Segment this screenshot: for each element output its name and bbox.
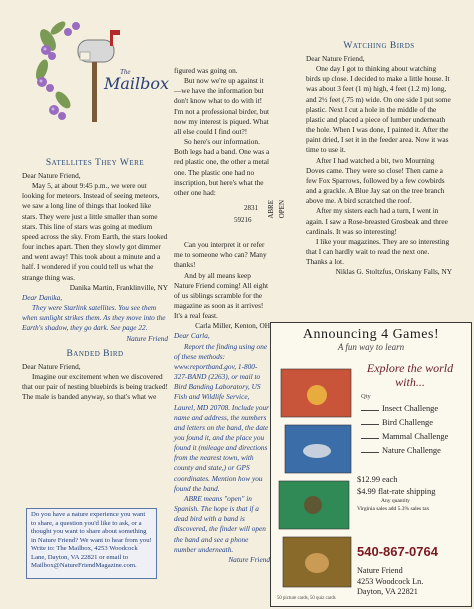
game-cards-image (277, 365, 355, 593)
watching-signature: Niklas G. Stoltzfus, Oriskany Falls, NY (335, 267, 452, 277)
left-column (22, 157, 168, 402)
games-ad (270, 322, 472, 607)
mailbox-logo (28, 10, 170, 130)
band-word-open: OPEN (278, 200, 286, 219)
satellites-reply-greeting: Dear Danika, (22, 292, 63, 302)
ad-subtitle: A fun way to learn (337, 342, 405, 352)
band-word-abre: ABRE (267, 200, 275, 219)
ad-any-qty: Any quantity (381, 498, 410, 504)
watching-heading: Watching Birds (343, 41, 415, 51)
middle-p4: Can you interpret it or refer me to someone who can? Many thanks! (174, 240, 267, 270)
satellites-heading: Satellites They Were (45, 158, 145, 168)
qty-line[interactable] (361, 431, 379, 439)
ad-price: $12.99 each (357, 475, 398, 484)
ad-caption: 50 picture cards, 50 quiz cards (277, 596, 336, 601)
ad-phone[interactable]: 540-867-0764 (357, 544, 438, 559)
game-option-insect[interactable] (361, 403, 438, 413)
qty-line[interactable] (361, 445, 379, 453)
satellites-reply: They were Starlink satellites. You see them when sunlight strikes them. As they move into the Earth's shadow, they go dark. See page 22. (22, 303, 166, 333)
middle-p5: And by all means keep Nature Friend coming! All eight of us siblings scramble for the magazine as soon as it arrives! It's a real feast. (174, 270, 269, 321)
qty-line[interactable] (361, 403, 379, 411)
ad-explore-line2: with... (395, 375, 425, 389)
ad-qty-label: Qty (361, 393, 371, 400)
middle-p2: But now we're up against it—we have the information but don't know what to do with it! I'm not a professional birder, but now my interest is piqued. What all else could I find out?! (174, 76, 270, 136)
game-option-nature[interactable] (361, 445, 441, 455)
watching-p4: I like your magazines. They are so interesting that I can hardly wait to read the next one. Thanks a lot. (306, 236, 450, 267)
middle-reply-signature: Nature Friend (228, 554, 270, 564)
watching-p3: After my sisters each had a turn, I went in again. I saw a Rose-breasted Grosbeak and three cardinals. It was so interesting! (306, 206, 448, 236)
watching-greeting: Dear Nature Friend, (306, 54, 365, 63)
middle-p1: figured was going on. (174, 66, 238, 75)
band-number-1: 2831 (244, 204, 258, 213)
band-inscription (174, 198, 286, 240)
write-to-us-box (26, 508, 157, 579)
ad-address (357, 566, 423, 598)
write-to-us-text: Do you have a nature experience you want to share, a question you'd like to ask, or a thought you want to share about something in Nature Friend? We want to hear from you! Write to: The Mailbox, 4253 Woodcock Lane, Dayton, VA 22821 or email to Mailbox@NatureFriendMagazine.com. (31, 511, 152, 569)
game-option-label: Mammal Challenge (382, 432, 449, 441)
game-option-label: Bird Challenge (382, 418, 433, 427)
middle-signature: Carla Miller, Kenton, OH (195, 321, 270, 331)
logo-title: Mailbox (104, 74, 170, 93)
satellites-reply-signature: Nature Friend (126, 333, 168, 343)
ad-address-line1: Nature Friend (357, 566, 403, 575)
card-boxes-icon (277, 365, 355, 593)
game-option-label: Nature Challenge (382, 446, 441, 455)
middle-reply2: ABRE means "open" in Spanish. The hope is that if a dead bird with a band is discovered, the finder will open the band and see a phone number underneath. (174, 493, 266, 554)
ad-shipping: $4.99 flat-rate shipping (357, 487, 436, 496)
ad-title: Announcing 4 Games! (302, 327, 440, 342)
middle-reply1: Report the finding using one of these methods: www.reportband.gov, 1-800-327-BAND (2263), or mail to Bird Banding Laboratory, US Fish and Wildlife Service, Laurel, MD 20708. Include your name and address, the numbers and letters on the band, the date you found it, and the place you found it (mileage and directions from the nearest town, with county and state,) or GPS coordinates. Mention how you found the band. (174, 341, 269, 493)
satellites-greeting: Dear Nature Friend, (22, 171, 81, 180)
ad-tax: Virginia sales add 5.3% sales tax (357, 506, 430, 512)
band-number-2: 59216 (234, 216, 252, 225)
satellites-signature: Danika Martin, Franklinville, NY (69, 282, 168, 292)
right-column (306, 40, 452, 277)
qty-line[interactable] (361, 417, 379, 425)
watching-p1: One day I got to thinking about watching birds up close. I decided to make a little house. It was about 3 feet (1 m) high, 4 feet (1.2 m) long, and 2½ feet (.75 m) wide. On one side I put some plastic. Next I cut a hole in the middle of the plastic and placed a piece of lumber underneath the hole. When I was done, I painted it. After the paint dried, I set it in the feeder area. Now it was time to use it. (306, 64, 451, 155)
satellites-body: May 5, at about 9:45 p.m., we were out looking for meteors. Instead of seeing meteors, we saw a long line of things that looked like stars. They were just a little smaller than some stars. This line of stars was going at medium speed across the sky. From Earth, the stars looked four inches apart. Then they slowly got dimmer and went away! This took about a minute and a half. I wondered if you could tell us what the strange thing was. (22, 181, 168, 282)
game-option-mammal[interactable] (361, 431, 448, 441)
game-option-bird[interactable] (361, 417, 433, 427)
watching-p2: After I had watched a bit, two Mourning Doves came. They were so close! Then came a few Fox Sparrows, followed by a few cowbirds and a grackle. A Blue Jay sat on the tree branch above me. A bird scratched the roof. (306, 155, 445, 206)
middle-column (174, 66, 286, 565)
ad-explore-line1: Explore the world (366, 361, 454, 375)
game-option-label: Insect Challenge (382, 404, 439, 413)
middle-reply-greeting: Dear Carla, (174, 331, 210, 341)
logo-the: The (120, 68, 131, 76)
ad-explore (355, 361, 465, 389)
banded-heading: Banded Bird (66, 348, 124, 359)
ad-address-line2: 4253 Woodcock Ln. (357, 576, 424, 586)
banded-body: Imagine our excitement when we discovered that our pair of nesting bluebirds is being tracked! The male is banded anyway, so that's what we (22, 371, 168, 402)
ad-address-line3: Dayton, VA 22821 (357, 587, 418, 596)
middle-p3: So here's our information. Both legs had a band. One was a red plastic one, the other a metal one. The plastic one had no inscription, but here's what the other one had: (174, 137, 270, 197)
banded-greeting: Dear Nature Friend, (22, 361, 81, 371)
